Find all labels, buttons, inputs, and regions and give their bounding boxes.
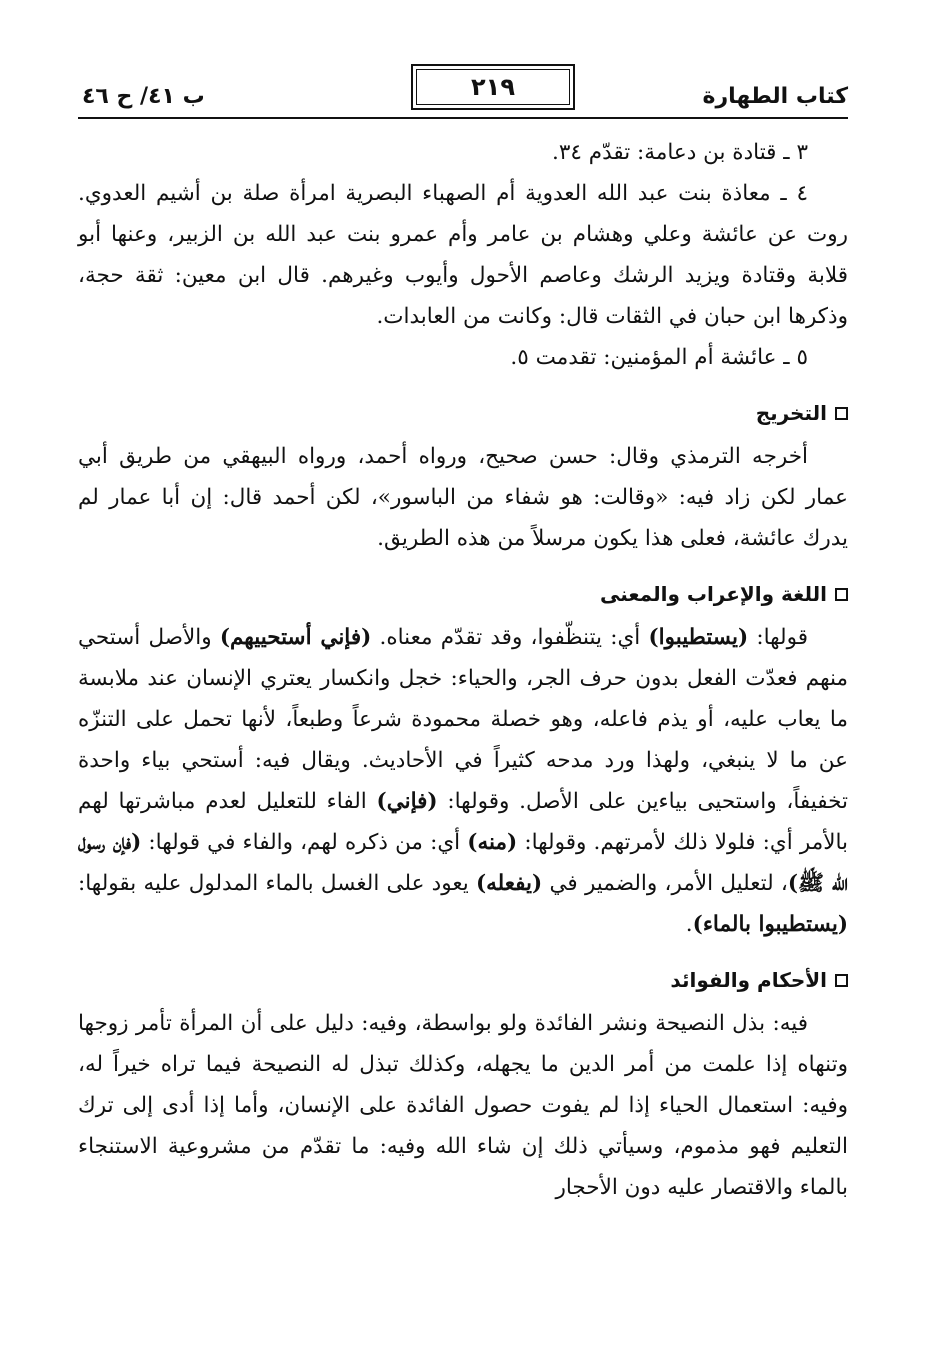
quoted-term: (فإني) (376, 789, 438, 814)
quoted-term: (فإني أستحييهم) (219, 625, 372, 650)
checkbox-square-icon (835, 974, 848, 987)
text-run: الفاء للتعليل لعدم مباشرتها لهم بالأمر أي: فلولا ذلك لأمرتهم. وقولها: (78, 789, 849, 855)
page-number-frame (411, 64, 575, 110)
header-divider (78, 117, 848, 119)
ahkam-paragraph: فيه: بذل النصيحة ونشر الفائدة ولو بواسطة، وفيه: دليل على أن المرأة تأمر زوجها وتنهاه إذا علمت من أمر الدين ما يجهله، وكذلك تبذل له النصيحة فيما تراه خيراً له، وفيه: استعمال الحياء إذا لم يفوت حصول الفائدة على الإنسان، وأما إذا أدى إلى ترك التعليم فهو مذموم، وسيأتي ذلك إن شاء الله وفيه: ما تقدّم من مشروعية الاستنجاء بالماء والاقتصار عليه دون الأحجار (78, 1011, 848, 1200)
section-heading-label: التخريج (755, 401, 827, 425)
text-run: أي: من ذكره لهم، والفاء في قولها: (141, 830, 468, 855)
section-heading-label: اللغة والإعراب والمعنى (599, 582, 827, 606)
text-run: . (685, 912, 693, 937)
quoted-term: (منه) (467, 830, 518, 855)
quoted-term: (يستطيبوا) (648, 625, 749, 650)
page-header (78, 64, 848, 116)
narrator-4: ٤ ـ معاذة بنت عبد الله العدوية أم الصهباء البصرية امرأة صلة بن أشيم العدوي. روت عن عائشة وعلي وهشام بن عامر وأم عمرو بنت عبد الله بن الزبير، وعنها أبو قلابة وقتادة ويزيد الرشك وعاصم الأحول وأيوب وغيرهم. قال ابن معين: ثقة حجة، وذكرها ابن حبان في الثقات قال: وكانت من العابدات. (78, 181, 848, 329)
section-heading-takhrij (78, 394, 848, 432)
quoted-term: (يستطيبوا بالماء) (692, 912, 848, 937)
book-title: كتاب الطهارة (702, 84, 848, 109)
section-heading-ahkam (78, 961, 848, 999)
text-run: أي: يتنظّفوا، وقد تقدّم معناه. (371, 625, 649, 650)
text-run: يعود على الغسل بالماء المدلول عليه بقولها: (78, 871, 476, 896)
page-number: ٢١٩ (471, 73, 515, 101)
quoted-term: (يفعله) (475, 871, 543, 896)
text-run: ، لتعليل الأمر، والضمير في (542, 871, 788, 896)
narrator-3: ٣ ـ قتادة بن دعامة: تقدّم ٣٤. (551, 140, 808, 165)
text-run: قولها: (748, 625, 808, 650)
takhrij-paragraph: أخرجه الترمذي وقال: حسن صحيح، ورواه أحمد، ورواه البيهقي من طريق أبي عمار لكن زاد فيه: «وقالت: هو شفاء من الباسور»، لكن أحمد قال: إن أبا عمار لم يدرك عائشة، فعلى هذا يكون مرسلاً من هذه الطريق. (78, 444, 848, 551)
narrator-5: ٥ ـ عائشة أم المؤمنين: تقدمت ٥. (510, 345, 808, 370)
chapter-reference: ب ٤١/ ح ٤٦ (82, 84, 205, 109)
quoted-term: (فإن رسول الله ﷺ) (78, 830, 848, 896)
section-heading-lugha (78, 575, 848, 613)
checkbox-square-icon (835, 407, 848, 420)
lugha-paragraph (78, 617, 848, 945)
checkbox-square-icon (835, 588, 848, 601)
text-run: والأصل أستحي منهم فعدّت الفعل بدون حرف الجر، والحياء: خجل وانكسار يعتري الإنسان عند ملابسة ما يعاب عليه، أو يذم فاعله، وهو خصلة محمودة شرعاً وطبعاً، لأنها تحمل على التنزّه عن ما لا ينبغي، ولهذا ورد مدحه كثيراً في الأحاديث. ويقال فيه: أستحي بياء واحدة تخفيفاً، واستحيى بياءين على الأصل. وقولها: (78, 625, 848, 814)
section-heading-label: الأحكام والفوائد (670, 968, 827, 992)
page-body (78, 132, 848, 1312)
